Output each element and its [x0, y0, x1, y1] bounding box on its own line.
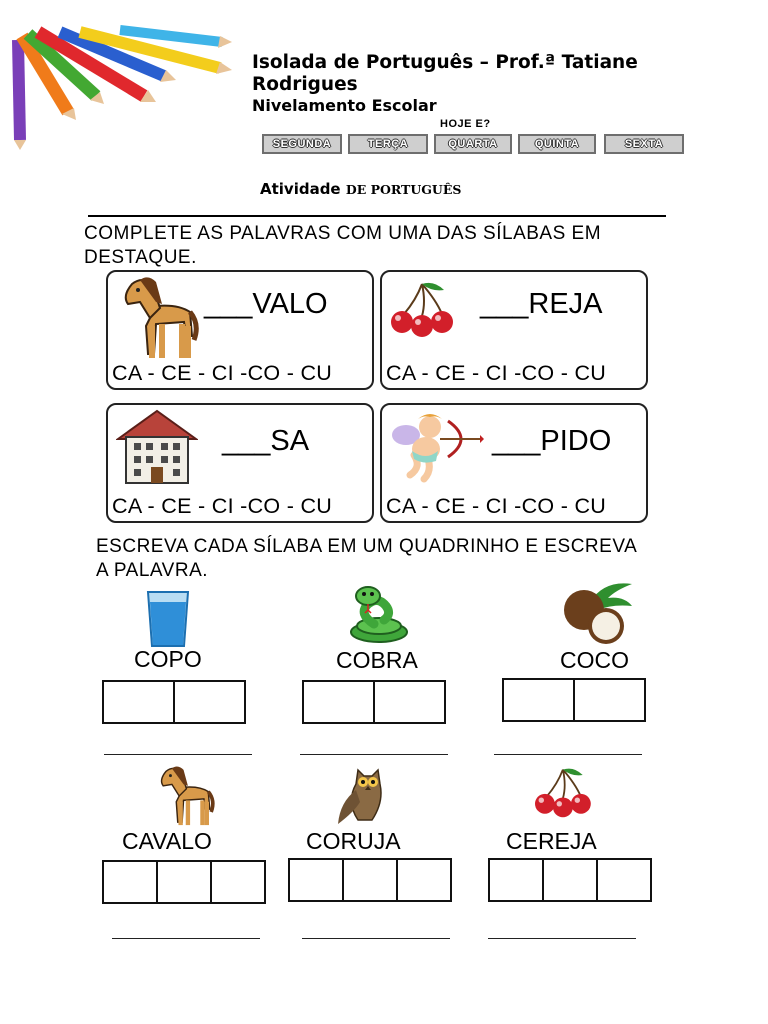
section2-instruction: ESCREVA CADA SÍLABA EM UM QUADRINHO E ESCREVA A PALAVRA. [96, 536, 637, 581]
syllable-box[interactable] [502, 678, 575, 722]
syllable-box[interactable] [102, 860, 158, 904]
word-label: CAVALO [122, 828, 212, 854]
day-quarta: QUARTA [434, 134, 512, 154]
card-cereja [380, 270, 648, 390]
card-word: ___VALO [204, 288, 328, 320]
glass-icon [146, 590, 190, 648]
syllable-box[interactable] [288, 858, 344, 902]
write-line[interactable] [488, 938, 636, 939]
header-subtitle: Nivelamento Escolar [252, 96, 437, 115]
card-syllables: CA - CE - CI -CO - CU [386, 494, 607, 518]
syllable-box[interactable] [596, 858, 652, 902]
write-line[interactable] [302, 938, 450, 939]
card-syllables: CA - CE - CI -CO - CU [112, 361, 333, 385]
horse-icon [150, 764, 220, 828]
day-sexta: SEXTA [604, 134, 684, 154]
syllable-box[interactable] [102, 680, 175, 724]
divider [88, 215, 666, 217]
day-terca: TERÇA [348, 134, 428, 154]
word-label: COBRA [336, 647, 418, 673]
colored-pencils-decoration [0, 0, 240, 150]
card-casa [106, 403, 374, 523]
today-label: HOJE E? [440, 118, 491, 130]
syllable-box[interactable] [396, 858, 452, 902]
syllable-box[interactable] [156, 860, 212, 904]
coconut-icon [550, 578, 634, 646]
card-syllables: CA - CE - CI -CO - CU [386, 361, 607, 385]
write-line[interactable] [112, 938, 260, 939]
day-segunda: SEGUNDA [262, 134, 342, 154]
card-syllables: CA - CE - CI -CO - CU [112, 494, 333, 518]
syllable-box[interactable] [542, 858, 598, 902]
syllable-box[interactable] [488, 858, 544, 902]
syllable-box[interactable] [573, 678, 646, 722]
horse-icon [116, 274, 200, 362]
syllable-box[interactable] [302, 680, 375, 724]
syllable-boxes [102, 680, 244, 724]
word-label: CORUJA [306, 828, 401, 854]
cupid-icon [388, 411, 484, 483]
snake-icon [348, 584, 410, 644]
write-line[interactable] [104, 754, 252, 755]
activity-title-small: DE PORTUGUÊS [345, 182, 462, 197]
syllable-box[interactable] [173, 680, 246, 724]
syllable-box[interactable] [210, 860, 266, 904]
word-label: CEREJA [506, 828, 597, 854]
syllable-boxes [502, 678, 644, 722]
word-label: COCO [560, 647, 629, 673]
section1-instruction: COMPLETE AS PALAVRAS COM UMA DAS SÍLABAS EM DESTAQUE. [84, 223, 602, 268]
activity-title-main: Atividade [260, 180, 341, 198]
card-word: ___REJA [480, 288, 603, 320]
cherry-icon [530, 766, 594, 820]
card-cavalo [106, 270, 374, 390]
write-line[interactable] [494, 754, 642, 755]
header-title: Isolada de Português – Prof.ª Tatiane Rodrigues [252, 52, 638, 95]
card-word: ___PIDO [492, 425, 612, 457]
syllable-boxes [288, 858, 450, 902]
card-word: ___SA [222, 425, 310, 457]
activity-title [260, 180, 461, 198]
write-line[interactable] [300, 754, 448, 755]
day-quinta: QUINTA [518, 134, 596, 154]
syllable-boxes [302, 680, 444, 724]
syllable-boxes [488, 858, 650, 902]
owl-icon [334, 762, 398, 826]
cherry-icon [386, 280, 456, 340]
card-cupido [380, 403, 648, 523]
syllable-boxes [102, 860, 264, 904]
syllable-box[interactable] [373, 680, 446, 724]
syllable-box[interactable] [342, 858, 398, 902]
word-label: COPO [134, 646, 202, 672]
house-icon [116, 409, 198, 485]
weekday-row [262, 134, 686, 156]
